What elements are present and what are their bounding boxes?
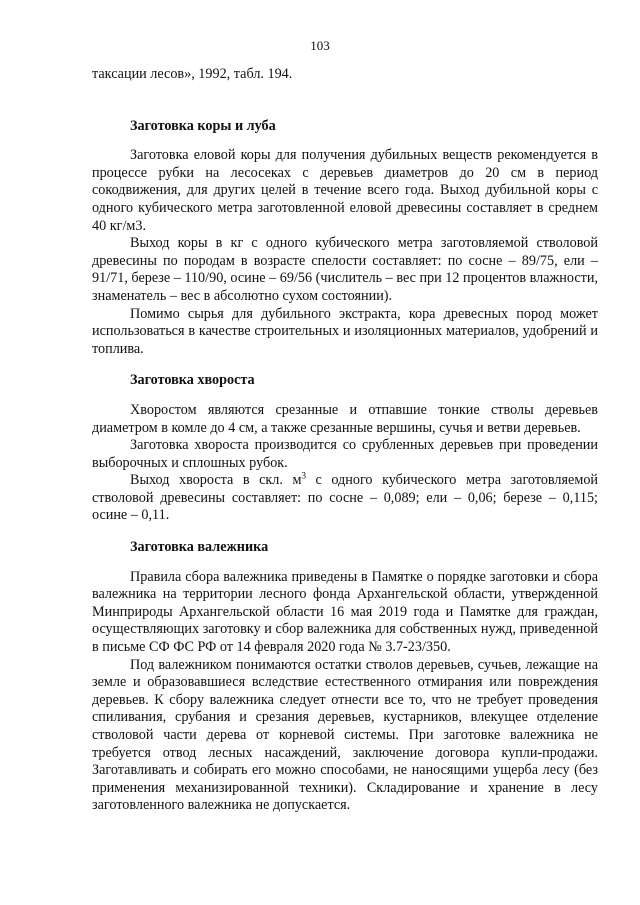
- paragraph: Заготовка хвороста производится со срубленных деревьев при проведении выборочных и сплошных рубок.: [92, 437, 598, 471]
- paragraph: Помимо сырья для дубильного экстракта, кора древесных пород может использоваться в качестве строительных и изоляционных материалов, удобрений и топлива.: [92, 305, 598, 357]
- paragraph: Заготовка еловой коры для получения дубильных веществ рекомендуется в процессе рубки на лесосеках с деревьев диаметров до 20 см в период сокодвижения, для других целей в течение всего года. Выход дубильной коры с одного кубического метра заготовленной еловой древесины составляет в среднем 40 кг/м3.: [92, 147, 598, 234]
- page-content: [92, 66, 598, 815]
- page-number: 103: [310, 38, 330, 53]
- paragraph: Выход коры в кг с одного кубического метра заготовляемой стволовой древесины по породам в возрасте спелости составляет: по сосне – 89/75, ели – 91/71, березе – 110/90, осине – 69/56 (числитель – вес при 12 процентов влажности, знаменатель – вес в абсолютно сухом состоянии).: [92, 235, 598, 304]
- yield-superscript: 3: [301, 470, 306, 481]
- paragraph: Правила сбора валежника приведены в Памятке о порядке заготовки и сбора валежника на территории лесного фонда Архангельской области, утвержденной Минприроды Архангельской области 16 мая 2019 года и Памятке для граждан, осуществляющих заготовку и сбор валежника для собственных нужд, приведенной в письме СФ ФС РФ от 14 февраля 2020 года № 3.7-23/350.: [92, 568, 598, 656]
- intro-line: таксации лесов», 1992, табл. 194.: [92, 66, 293, 82]
- yield-text-after: с одного кубического метра заготовляемой стволовой древесины составляет: по сосне – 0,089; ели – 0,06; березе – 0,115; осине – 0,11.: [92, 472, 598, 524]
- paragraph: Хворостом являются срезанные и отпавшие тонкие стволы деревьев диаметром в комле до 4 см, а также срезанные вершины, сучья и ветви деревьев.: [92, 401, 598, 436]
- yield-text-before: Выход хвороста в скл. м: [130, 472, 302, 489]
- paragraph: Под валежником понимаются остатки стволов деревьев, сучьев, лежащие на земле и образовавшиеся вследствие естественного отмирания или повреждения деревьев. К сбору валежника следует отнести все то, что не требует проведения спиливания, срубания и срезания деревьев, кустарников, влекущее отделение стволовой части дерева от корневой системы. При заготовке валежника не требуется отвод лесных насаждений, заключение договора купли-продажи. Заготавливать и собирать его можно способами, не наносящими ущерба лесу (без применения механизированной техники). Складирование и хранение в лесу заготовленного валежника не допускается.: [92, 656, 598, 814]
- section-title-bark: Заготовка коры и луба: [130, 117, 276, 134]
- section-title-brushwood: Заготовка хвороста: [130, 372, 255, 389]
- paragraph-brushwood-yield: [92, 472, 598, 525]
- section-title-deadwood: Заготовка валежника: [130, 539, 269, 556]
